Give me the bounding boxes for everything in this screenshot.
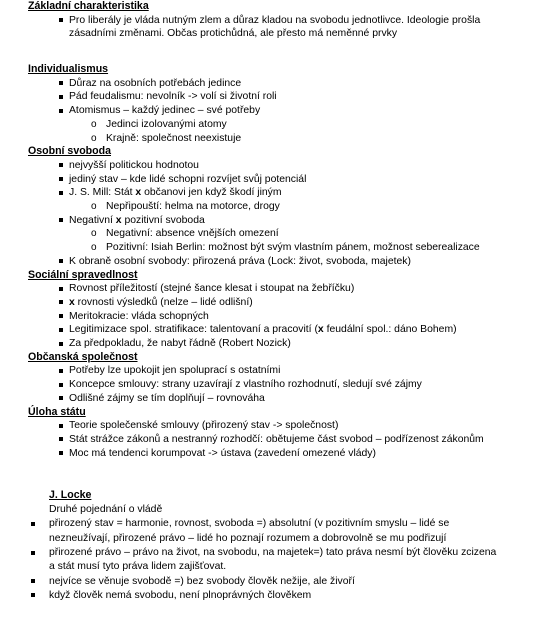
bold-x: x [69,296,75,308]
bullet-icon [59,95,63,99]
section-heading: Osobní svoboda [28,145,111,158]
bullet-icon [59,218,63,222]
text-segment: pozitivní svoboda [121,214,205,226]
locke-subtitle: Druhé pojednání o vládě [49,503,163,515]
list-item-text: Za předpokladu, že nabyt řádně (Robert Nozick) [69,338,291,350]
bullet-icon [59,163,63,167]
sub-item-text: Nepřipouští: helma na motorce, drogy [106,201,280,213]
locke-heading: J. Locke [49,489,92,502]
bullet-icon [59,437,63,441]
sub-item-text: Jedinci izolovanými atomy [106,118,227,130]
list-item-text [69,323,457,336]
bullet-icon [59,81,63,85]
circle-bullet-icon: o [91,201,97,213]
section-heading: Občanská společnost [28,350,138,363]
section-heading: Individualismus [28,63,109,76]
bullet-icon [59,287,63,291]
list-item-text [69,186,282,199]
bullet-icon [31,593,35,597]
list-item-text: Teorie společenské smlouvy (přirozený stav -> společnost) [69,420,339,432]
bullet-icon [59,383,63,387]
bullet-icon [59,451,63,455]
sub-item-text: Pozitivní: Isiah Berlin: možnost být svým vlastním pánem, možnost seberealizace [106,242,480,254]
text-segment: občanovi jen když škodí jiným [141,187,282,199]
list-item-text: K obraně osobní svobody: přirozená práva (Lock: život, svoboda, majetek) [69,255,411,267]
bullet-icon [31,522,35,526]
locke-item-continuation: a stát musí tyto práva lidem zajišťovat. [49,561,227,573]
bullet-icon [59,396,63,400]
list-item-text: Meritokracie: vláda schopných [69,310,209,322]
section-heading: Sociální spravedlnost [28,268,138,281]
list-item-continuation: zásadními změnami. Občas protichůdná, ale přesto má neměnné prvky [69,28,398,40]
circle-bullet-icon: o [91,118,97,130]
bullet-icon [59,424,63,428]
bullet-icon [31,579,35,583]
sub-item-text: Krajně: společnost neexistuje [106,132,242,144]
bullet-icon [59,300,63,304]
list-item-text: Důraz na osobních potřebách jedince [69,77,242,89]
section-heading: Úloha státu [28,405,86,418]
locke-item-continuation: nezneužívají, přirozené právo – lidé ho poznají rozumem a dobrovolně se mu podřizují [49,532,447,544]
section-heading: Základní charakteristika [28,0,149,12]
list-item-text: Moc má tendenci korumpovat -> ústava (zavedení omezené vlády) [69,447,376,459]
list-item-text: Pro liberály je vláda nutným zlem a důraz kladou na svobodu jednotlivce. Ideologie prošla [69,14,481,26]
list-item-text [69,296,253,309]
list-item-text: Rovnost příležitostí (stejné šance klesat i stoupat na žebříčku) [69,283,355,295]
circle-bullet-icon: o [91,132,97,144]
text-segment: rovnosti výsledků (nelze – lidé odlišní) [74,296,253,308]
bullet-icon [59,177,63,181]
bold-x: x [135,187,142,199]
bullet-icon [59,259,63,263]
bullet-icon [59,369,63,373]
list-item-text: Atomismus – každý jedinec – své potřeby [69,105,261,117]
locke-item-line: když člověk nemá svobodu, není plnoprávných člověkem [49,589,312,601]
bullet-icon [59,342,63,346]
text-segment: feudální spol.: dáno Bohem) [323,324,457,336]
list-item-text: Stát strážce zákonů a nestranný rozhodčí: obětujeme část svobod – podřízenost zákonům [69,433,484,445]
bullet-icon [59,328,63,332]
list-item-text: Koncepce smlouvy: strany uzavírají z vlastního rozhodnutí, sledují své zájmy [69,379,422,391]
list-item-text: Potřeby lze upokojit jen spoluprací s ostatními [69,365,281,377]
bullet-icon [31,551,35,555]
bullet-icon [59,18,63,22]
list-item-text: Odlišné zájmy se tím doplňují – rovnováha [69,392,265,404]
circle-bullet-icon: o [91,228,97,240]
circle-bullet-icon: o [91,242,97,254]
text-segment: Negativní [69,214,116,226]
bullet-icon [59,109,63,113]
list-item-text: nejvyšší politickou hodnotou [69,159,199,171]
list-item-text: jediný stav – kde lidé schopni rozvíjet svůj potenciál [69,173,307,185]
locke-item-line: přirozený stav = harmonie, rovnost, svoboda =) absolutní (v pozitivním smyslu – lidé se [49,518,450,530]
locke-item-line: přirozené právo – právo na život, na svobodu, na majetek=) tato práva nesmí být člověku zcizena [49,547,497,559]
text-segment: Legitimizace spol. stratifikace: talentovaní a pracovití ( [69,324,318,336]
bullet-icon [59,314,63,318]
locke-item-line: nejvíce se věnuje svobodě =) bez svobody člověk nežije, ale živoří [49,575,355,587]
bold-x: x [115,214,122,226]
bold-x: x [317,324,324,336]
list-item-text [69,214,205,227]
text-segment: J. S. Mill: Stát [69,187,136,199]
sub-item-text: Negativní: absence vnějších omezení [106,228,279,240]
list-item-text: Pád feudalismu: nevolník -> volí si životní roli [69,91,277,103]
bullet-icon [59,191,63,195]
